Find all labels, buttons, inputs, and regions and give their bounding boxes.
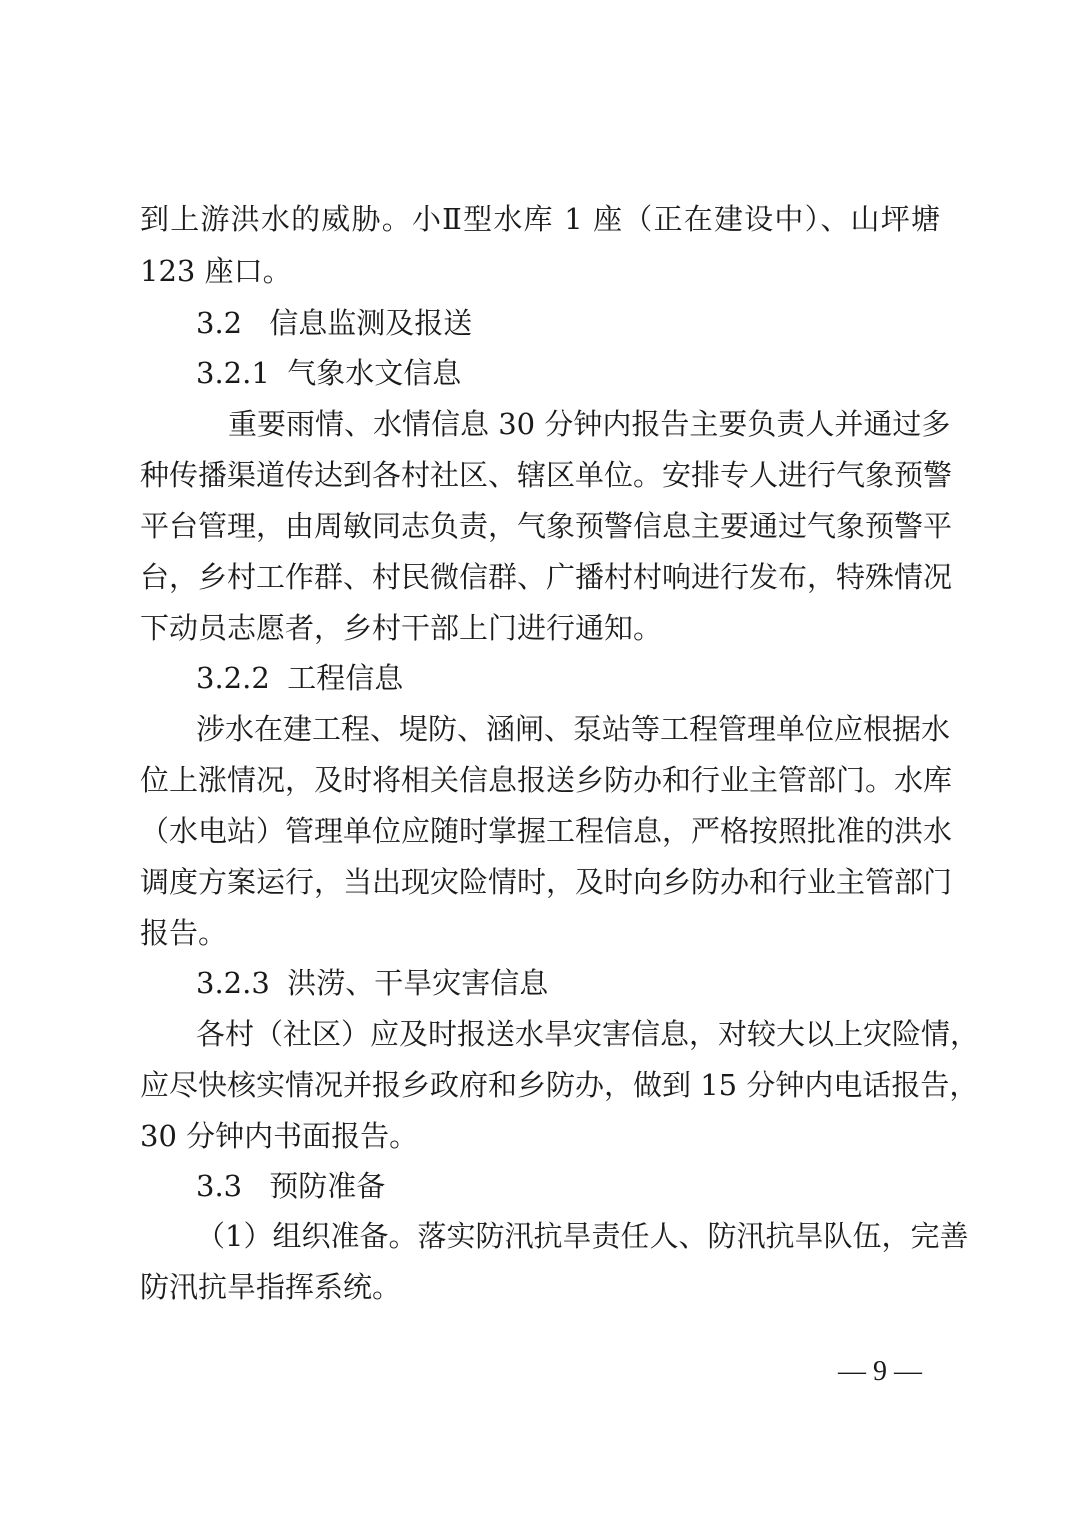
section-number: 3.2.1 — [196, 356, 270, 390]
paragraph-line: 各村（社区）应及时报送水旱灾害信息，对较大以上灾险情， — [196, 1017, 980, 1051]
section-heading-3-2-3 — [196, 963, 940, 1003]
section-title: 气象水文信息 — [287, 356, 462, 390]
paragraph-line: 位上涨情况，及时将相关信息报送乡防办和行业主管部门。水库 — [140, 763, 953, 797]
section-number: 3.3 — [196, 1169, 243, 1203]
paragraph-line: 台，乡村工作群、村民微信群、广播村村响进行发布，特殊情况 — [140, 560, 953, 594]
paragraph-line: 报告。 — [140, 916, 228, 950]
paragraph-line: 30 分钟内书面报告。 — [140, 1119, 419, 1153]
section-title: 洪涝、干旱灾害信息 — [287, 966, 549, 1000]
section-title: 工程信息 — [287, 661, 404, 695]
section-number: 3.2.3 — [196, 966, 270, 1000]
section-heading-3-2-1 — [196, 353, 940, 393]
paragraph-line: （水电站）管理单位应随时掌握工程信息，严格按照批准的洪水 — [140, 814, 953, 848]
paragraph-line: 涉水在建工程、堤防、涵闸、泵站等工程管理单位应根据水 — [196, 712, 951, 746]
paragraph-line: 重要雨情、水情信息 30 分钟内报告主要负责人并通过多 — [228, 407, 951, 441]
paragraph-line: 防汛抗旱指挥系统。 — [140, 1270, 402, 1304]
paragraph-line: 调度方案运行，当出现灾险情时，及时向乡防办和行业主管部门 — [140, 865, 953, 899]
section-heading-3-2-2 — [196, 658, 940, 698]
paragraph-line: 下动员志愿者，乡村干部上门进行通知。 — [140, 611, 663, 645]
paragraph-line: 种传播渠道传达到各村社区、辖区单位。安排专人进行气象预警 — [140, 458, 953, 492]
page-number: — 9 — — [838, 1356, 922, 1387]
intro-line-1: 到上游洪水的威胁。小Ⅱ型水库 1 座（正在建设中）、山坪塘 — [140, 202, 940, 236]
section-number: 3.2 — [196, 306, 243, 340]
section-title: 预防准备 — [269, 1169, 386, 1203]
paragraph-line: （1）组织准备。落实防汛抗旱责任人、防汛抗旱队伍，完善 — [196, 1219, 969, 1253]
section-number: 3.2.2 — [196, 661, 270, 695]
section-heading-3-2 — [196, 303, 940, 343]
section-heading-3-3 — [196, 1166, 940, 1206]
paragraph-line: 应尽快核实情况并报乡政府和乡防办，做到 15 分钟内电话报告， — [140, 1068, 979, 1102]
section-title: 信息监测及报送 — [269, 306, 473, 340]
intro-line-2: 123 座口。 — [140, 254, 292, 288]
paragraph-line: 平台管理，由周敏同志负责，气象预警信息主要通过气象预警平 — [140, 509, 953, 543]
